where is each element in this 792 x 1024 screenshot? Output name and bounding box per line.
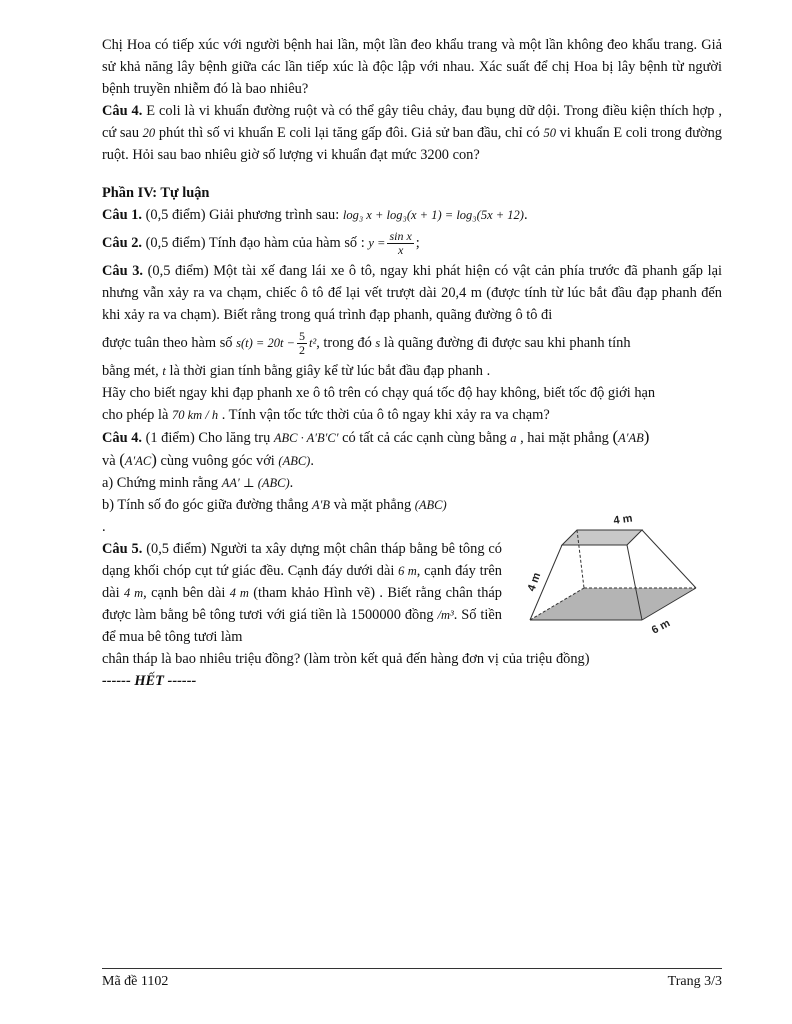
math: 6 m	[398, 564, 417, 578]
text: cùng vuông góc với	[156, 453, 279, 469]
denominator: x	[397, 243, 404, 258]
text: (0,5 điểm) Giải phương trình sau:	[141, 207, 343, 223]
math: s	[375, 336, 381, 350]
question-label: Câu 4.	[102, 103, 143, 119]
text: vi khuẩn E coli trong đường ruột. Hỏi sau bao nhiêu giờ số lượng vi khuẩn đạt mức 3200 con?	[102, 125, 722, 163]
question-4	[102, 426, 722, 449]
lateral-edge	[642, 530, 696, 588]
math: A′AC	[124, 454, 152, 468]
question-label: Câu 1.	[102, 207, 142, 223]
question-3-line2	[102, 326, 722, 360]
math: a	[510, 431, 517, 445]
text: ;	[415, 235, 420, 251]
equation: log₃ x + log₃(x + 1) = log₃(5x + 12)	[342, 208, 524, 222]
text: (0,5 điểm) Tính đạo hàm của hàm số :	[141, 235, 369, 251]
question-3-line3	[102, 360, 722, 382]
exam-code: Mã đề 1102	[102, 974, 169, 989]
bottom-length-label: 6 m	[649, 617, 673, 637]
math: ABC · A′B′C′	[273, 431, 339, 445]
question-5	[102, 538, 502, 648]
text: là thời gian tính bằng giây kể từ lúc bắt đầu đạp phanh .	[165, 363, 491, 379]
text: (tham khảo Hình vẽ) . Biết rằng chân tháp được làm bằng bê tông tươi với giá tiền là 1500000 đồng	[102, 585, 502, 623]
text: cho phép là	[102, 407, 172, 423]
numerator: 5	[299, 329, 305, 344]
text: , cạnh bên dài	[143, 585, 230, 601]
text: phút thì số vi khuẩn E coli lại tăng gấp đôi. Giả sử ban đầu, chỉ có	[155, 125, 544, 141]
text: E coli là vi khuẩn đường ruột và có thể gây tiêu chảy, đau bụng dữ dội. Trong điều kiện thích hợp , cứ sau	[102, 103, 722, 141]
question-3-line4	[102, 382, 722, 404]
text: b) Tính số đo góc giữa đường thẳng	[102, 497, 312, 513]
end-marker: ------ HẾT ------	[102, 673, 197, 689]
math: (ABC)	[414, 498, 447, 512]
text: , hai mặt phẳng	[516, 430, 613, 446]
section-subtitle: : Tự luận	[152, 185, 210, 201]
text: .	[310, 453, 314, 469]
question-2	[102, 226, 722, 260]
text: (0,5 điểm) Một tài xế đang lái xe ô tô, ngay khi phát hiện có vật cản phía trước đã phanh gấp lại nhưng vẫn xảy ra va chạm, chiếc ô tô để lại vết trượt dài 20,4 m (được tính từ lúc bắt đầu đạp phanh đến khi xảy ra va chạm). Biết rằng trong quá trình đạp phanh, quãng đường ô tô đi	[102, 263, 722, 323]
math: t²	[309, 336, 317, 350]
text: bằng mét,	[102, 363, 163, 379]
text: , trong đó	[316, 335, 376, 351]
text: .	[523, 207, 528, 223]
math: 70 km / h	[171, 408, 219, 422]
text: (1 điểm) Cho lăng trụ	[141, 430, 274, 446]
text: .	[102, 519, 106, 535]
numerator: sin x	[389, 229, 412, 244]
spacer	[102, 166, 722, 182]
question-3	[102, 260, 722, 326]
text: có tất cả các cạnh cùng bằng	[338, 430, 511, 446]
math: t	[162, 364, 166, 378]
math: 4 m	[229, 586, 249, 600]
question-1	[102, 204, 722, 226]
section-heading	[102, 182, 722, 204]
question-label: Câu 4.	[102, 430, 142, 446]
math: A′B	[312, 498, 331, 512]
text: . Tính vận tốc tức thời của ô tô ngay khi xảy ra va chạm?	[218, 407, 550, 423]
text: Hãy cho biết ngay khi đạp phanh xe ô tô trên có chạy quá tốc độ hay không, biết tốc độ giới hạn	[102, 385, 656, 401]
question-4-line2	[102, 449, 722, 472]
frustum-figure	[522, 508, 702, 658]
text: và mặt phẳng	[330, 497, 415, 513]
text: chân tháp là bao nhiêu triệu đồng? (làm tròn kết quả đến hàng đơn vị của triệu đồng)	[102, 651, 590, 667]
text: , cạnh đáy trên dài	[102, 563, 502, 601]
question-label: Câu 3.	[102, 263, 144, 279]
math: A′AB	[618, 431, 644, 445]
text: là quãng đường đi được sau khi phanh tính	[380, 335, 631, 351]
base-face	[530, 588, 696, 620]
math: y =	[368, 236, 386, 250]
top-face	[562, 530, 642, 545]
math: (ABC)	[278, 454, 311, 468]
question-4-part-a	[102, 472, 722, 494]
text: a) Chứng minh rằng	[102, 475, 222, 491]
math: 20	[142, 126, 156, 140]
text: (0,5 điểm) Người ta xây dựng một chân tháp bằng bê tông có dạng khối chóp cụt tứ giác đều. Cạnh đáy dưới dài	[102, 541, 502, 579]
text: được tuân theo hàm số	[102, 335, 237, 351]
text: .	[289, 475, 294, 491]
math: 4 m	[123, 586, 144, 600]
question-4-mc	[102, 100, 722, 166]
paren: (	[612, 427, 619, 446]
math: 50	[543, 126, 557, 140]
fraction	[297, 330, 307, 357]
question-label: Câu 2.	[102, 235, 142, 251]
question-label: Câu 5.	[102, 541, 143, 557]
footer-divider	[102, 968, 722, 969]
top-length-label: 4 m	[612, 512, 634, 527]
denominator: 2	[299, 343, 305, 358]
text: và	[102, 453, 120, 469]
math: AA′ ⊥ (ABC)	[221, 476, 290, 490]
paren: )	[643, 427, 650, 446]
math: /m³	[437, 608, 454, 622]
paren: (	[119, 450, 125, 469]
intro-paragraph: Chị Hoa có tiếp xúc với người bệnh hai lần, một lần đeo khẩu trang và một lần không đeo khẩu trang. Giả sử khả năng lây bệnh giữa các lần tiếp xúc là độc lập với nhau. Xác suất để chị Hoa bị lây bệnh từ người bệnh truyền nhiễm đó là bao nhiêu?	[102, 37, 722, 97]
fraction	[387, 230, 413, 257]
math: s(t) = 20t −	[236, 336, 295, 350]
question-3-line5	[102, 404, 722, 426]
section-title: Phần IV	[102, 185, 153, 201]
side-length-label: 4 m	[525, 571, 544, 594]
text: . Số tiền để mua bê tông tươi làm	[102, 607, 502, 645]
paren: )	[151, 450, 157, 469]
page-number: Trang 3/3	[667, 974, 722, 989]
